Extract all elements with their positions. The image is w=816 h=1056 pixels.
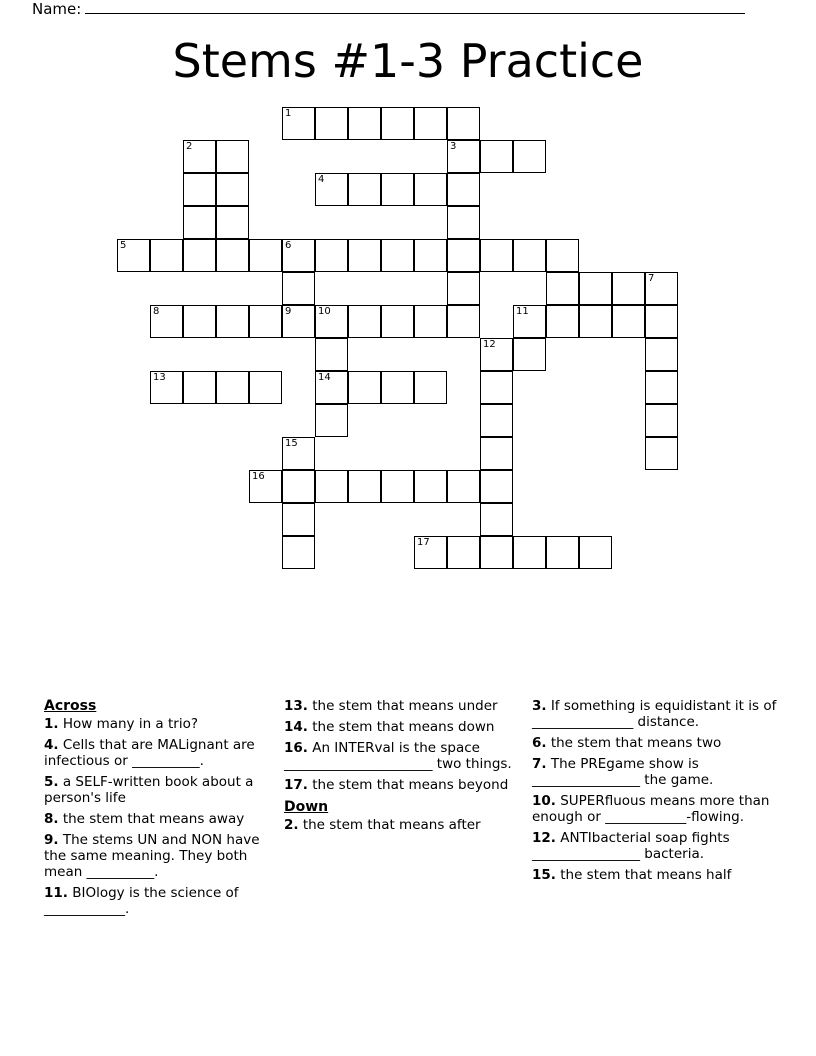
grid-cell[interactable]	[447, 173, 480, 206]
page-title: Stems #1-3 Practice	[172, 34, 644, 88]
grid-cell-numbered[interactable]	[150, 371, 183, 404]
grid-cell[interactable]	[480, 437, 513, 470]
clue-text: The stems UN and NON have the same meaning. They both mean __________.	[44, 831, 260, 880]
grid-cell-numbered[interactable]	[480, 338, 513, 371]
grid-cell[interactable]	[216, 305, 249, 338]
grid-cell[interactable]	[381, 371, 414, 404]
grid-cell[interactable]	[348, 239, 381, 272]
grid-cell[interactable]	[447, 272, 480, 305]
clue-number: 17.	[284, 777, 308, 793]
grid-cell[interactable]	[183, 371, 216, 404]
grid-cell[interactable]	[348, 371, 381, 404]
grid-cell[interactable]	[645, 305, 678, 338]
grid-cell[interactable]	[183, 173, 216, 206]
grid-cell-numbered[interactable]	[249, 470, 282, 503]
clue-number: 11.	[44, 884, 68, 901]
clue-number: 16.	[284, 740, 308, 756]
grid-cell[interactable]	[216, 239, 249, 272]
grid-cell-number: 7	[648, 273, 655, 284]
grid-cell[interactable]	[612, 272, 645, 305]
grid-cell-numbered[interactable]	[513, 305, 546, 338]
clue-item	[284, 817, 532, 833]
grid-cell[interactable]	[447, 470, 480, 503]
clue-number: 1.	[44, 715, 59, 732]
clue-text: the stem that means down	[307, 719, 495, 735]
grid-cell[interactable]	[381, 470, 414, 503]
grid-cell[interactable]	[381, 173, 414, 206]
clue-text: ANTIbacterial soap fights ________________ bacteria.	[532, 830, 730, 862]
clue-item	[284, 740, 532, 772]
grid-cell[interactable]	[249, 371, 282, 404]
grid-cell-numbered[interactable]	[645, 272, 678, 305]
clue-number: 4.	[44, 736, 59, 753]
grid-cell[interactable]	[645, 404, 678, 437]
clue-item	[532, 756, 777, 788]
grid-cell[interactable]	[282, 503, 315, 536]
grid-cell[interactable]	[612, 305, 645, 338]
grid-cell[interactable]	[282, 272, 315, 305]
grid-cell[interactable]	[414, 371, 447, 404]
clue-item	[284, 777, 532, 793]
clue-text: BIOlogy is the science of ____________.	[44, 884, 239, 917]
down-heading: Down	[284, 799, 329, 815]
clue-text: The PREgame show is ________________ the game.	[532, 756, 714, 788]
grid-cell-numbered[interactable]	[315, 371, 348, 404]
grid-cell[interactable]	[414, 107, 447, 140]
grid-cell-number: 8	[153, 306, 160, 317]
clue-text: An INTERval is the space ______________________ two things.	[284, 740, 512, 772]
grid-cell[interactable]	[645, 371, 678, 404]
grid-cell[interactable]	[513, 239, 546, 272]
grid-cell-number: 10	[318, 306, 331, 317]
grid-cell-number: 15	[285, 438, 298, 449]
clue-item	[44, 716, 276, 732]
clue-item	[284, 698, 532, 714]
grid-cell[interactable]	[282, 536, 315, 569]
clues-section	[44, 698, 784, 978]
clue-item	[532, 735, 777, 751]
grid-cell-number: 1	[285, 108, 292, 119]
grid-cell[interactable]	[480, 503, 513, 536]
grid-cell[interactable]	[282, 470, 315, 503]
clue-number: 15.	[532, 867, 556, 883]
clue-text: the stem that means away	[58, 810, 245, 827]
clue-text: the stem that means half	[555, 867, 732, 883]
clue-column-1	[44, 698, 276, 922]
grid-cell-numbered[interactable]	[315, 173, 348, 206]
grid-cell[interactable]	[447, 107, 480, 140]
clue-number: 8.	[44, 810, 59, 827]
clue-number: 12.	[532, 830, 556, 846]
grid-cell[interactable]	[216, 371, 249, 404]
clue-item	[44, 737, 276, 769]
grid-cell-number: 2	[186, 141, 193, 152]
clue-text: How many in a trio?	[58, 715, 199, 732]
grid-cell[interactable]	[447, 305, 480, 338]
across-heading: Across	[44, 698, 97, 714]
grid-cell[interactable]	[447, 536, 480, 569]
grid-cell[interactable]	[315, 338, 348, 371]
grid-cell[interactable]	[513, 140, 546, 173]
grid-cell-numbered[interactable]	[282, 107, 315, 140]
clue-number: 7.	[532, 756, 547, 772]
grid-cell[interactable]	[348, 305, 381, 338]
grid-cell[interactable]	[447, 239, 480, 272]
grid-cell[interactable]	[480, 470, 513, 503]
clue-text: a SELF-written book about a person's life	[44, 773, 254, 806]
grid-cell[interactable]	[579, 536, 612, 569]
grid-cell[interactable]	[150, 239, 183, 272]
grid-cell[interactable]	[480, 239, 513, 272]
grid-cell[interactable]	[579, 272, 612, 305]
grid-cell-numbered[interactable]	[282, 239, 315, 272]
grid-cell-number: 11	[516, 306, 529, 317]
grid-cell[interactable]	[183, 206, 216, 239]
grid-cell[interactable]	[480, 536, 513, 569]
grid-cell-number: 14	[318, 372, 331, 383]
grid-cell[interactable]	[348, 107, 381, 140]
grid-cell[interactable]	[480, 404, 513, 437]
clue-item	[284, 719, 532, 735]
clue-number: 3.	[532, 698, 547, 714]
clue-item	[44, 832, 276, 880]
clue-text: the stem that means two	[546, 735, 722, 751]
clue-text: SUPERfluous means more than enough or ____________-flowing.	[532, 793, 770, 825]
grid-cell[interactable]	[546, 305, 579, 338]
clue-number: 10.	[532, 793, 556, 809]
grid-cell[interactable]	[183, 239, 216, 272]
clue-number: 14.	[284, 719, 308, 735]
grid-cell[interactable]	[216, 206, 249, 239]
grid-cell[interactable]	[183, 305, 216, 338]
grid-cell-number: 4	[318, 174, 325, 185]
grid-cell[interactable]	[315, 107, 348, 140]
grid-cell[interactable]	[315, 404, 348, 437]
grid-cell[interactable]	[414, 470, 447, 503]
grid-cell[interactable]	[645, 338, 678, 371]
clue-item	[532, 793, 777, 825]
grid-cell[interactable]	[447, 206, 480, 239]
clue-number: 13.	[284, 698, 308, 714]
clue-text: Cells that are MALignant are infectious or __________.	[44, 736, 255, 769]
grid-cell-number: 17	[417, 537, 430, 548]
grid-cell[interactable]	[381, 305, 414, 338]
grid-cell[interactable]	[414, 239, 447, 272]
grid-cell[interactable]	[414, 173, 447, 206]
grid-cell-numbered[interactable]	[282, 305, 315, 338]
name-label: Name:	[32, 0, 82, 18]
grid-cell-number: 3	[450, 141, 457, 152]
grid-cell[interactable]	[315, 470, 348, 503]
grid-cell[interactable]	[513, 536, 546, 569]
clue-text: the stem that means beyond	[307, 777, 509, 793]
grid-cell[interactable]	[315, 239, 348, 272]
grid-cell-numbered[interactable]	[183, 140, 216, 173]
clue-column-3	[532, 698, 777, 888]
grid-cell[interactable]	[216, 140, 249, 173]
clue-item	[532, 830, 777, 862]
clue-text: If something is equidistant it is of _______________ distance.	[532, 698, 777, 730]
grid-cell-number: 5	[120, 240, 127, 251]
grid-cell[interactable]	[381, 239, 414, 272]
grid-cell[interactable]	[546, 536, 579, 569]
grid-cell[interactable]	[546, 272, 579, 305]
grid-cell-numbered[interactable]	[414, 536, 447, 569]
clue-number: 5.	[44, 773, 59, 790]
clue-column-2	[284, 698, 532, 838]
grid-cell-number: 6	[285, 240, 292, 251]
clue-number: 6.	[532, 735, 547, 751]
grid-cell[interactable]	[381, 107, 414, 140]
clue-number: 2.	[284, 816, 299, 833]
clue-text: the stem that means under	[307, 698, 498, 714]
clue-item	[44, 774, 276, 806]
grid-cell[interactable]	[348, 470, 381, 503]
grid-cell[interactable]	[249, 239, 282, 272]
clue-item	[44, 885, 276, 917]
grid-cell-number: 9	[285, 306, 292, 317]
grid-cell[interactable]	[546, 239, 579, 272]
clue-number: 9.	[44, 831, 59, 848]
grid-cell[interactable]	[480, 371, 513, 404]
grid-cell-number: 13	[153, 372, 166, 383]
grid-cell-numbered[interactable]	[150, 305, 183, 338]
grid-cell-number: 16	[252, 471, 265, 482]
grid-cell[interactable]	[348, 173, 381, 206]
grid-cell-numbered[interactable]	[447, 140, 480, 173]
grid-cell-number: 12	[483, 339, 496, 350]
grid-cell[interactable]	[513, 338, 546, 371]
clue-item	[532, 698, 777, 730]
grid-cell[interactable]	[645, 437, 678, 470]
grid-cell[interactable]	[579, 305, 612, 338]
clue-item	[44, 811, 276, 827]
grid-cell[interactable]	[480, 140, 513, 173]
grid-cell-numbered[interactable]	[282, 437, 315, 470]
grid-cell-numbered[interactable]	[117, 239, 150, 272]
grid-cell[interactable]	[216, 173, 249, 206]
grid-cell[interactable]	[249, 305, 282, 338]
grid-cell[interactable]	[414, 305, 447, 338]
clue-text: the stem that means after	[298, 816, 481, 833]
grid-cell-numbered[interactable]	[315, 305, 348, 338]
clue-item	[532, 867, 777, 883]
